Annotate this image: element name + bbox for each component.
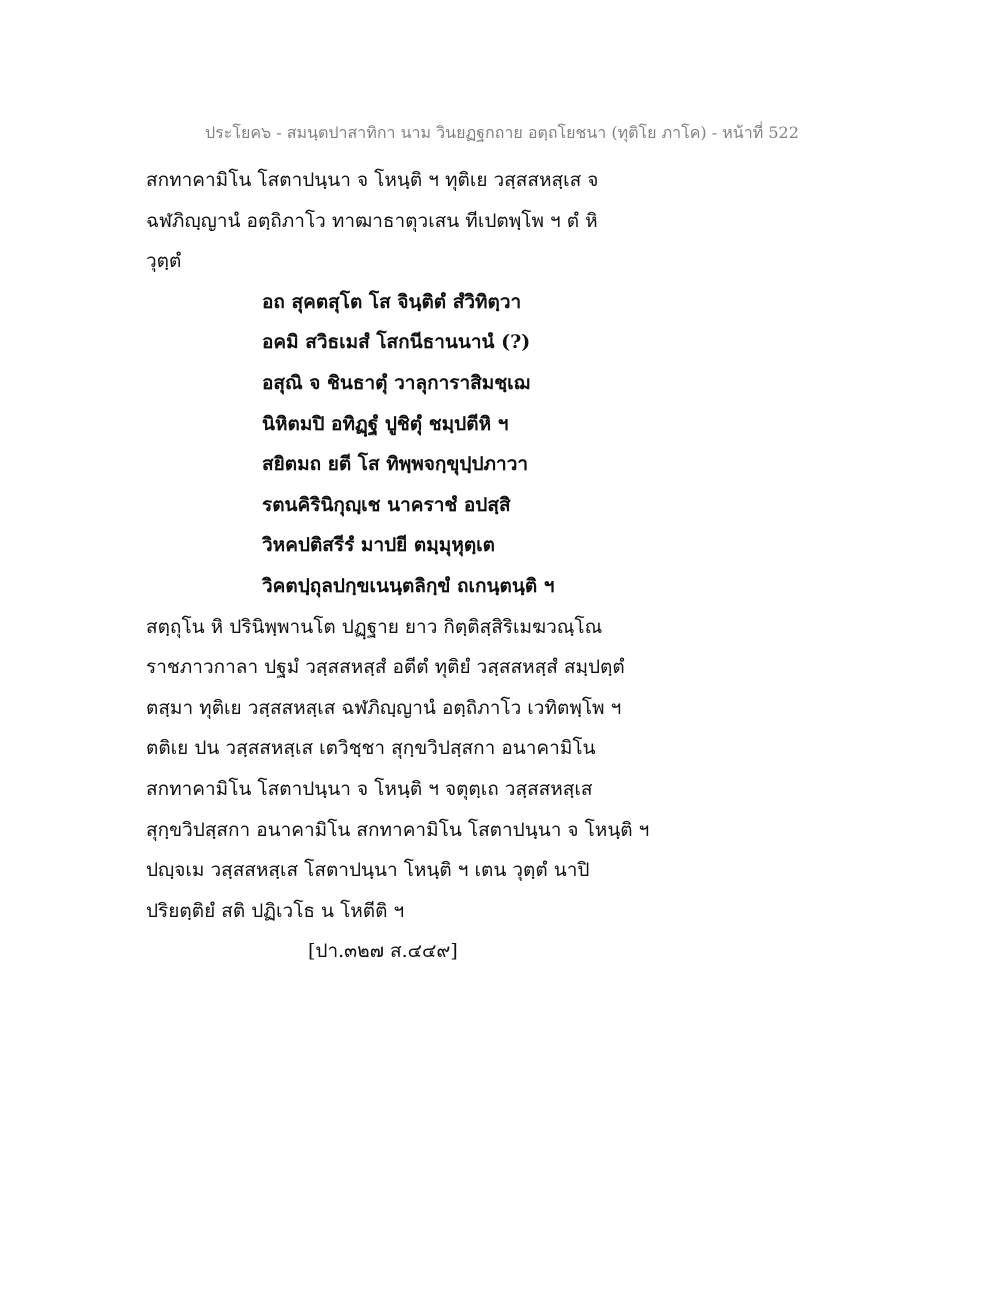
verse-line: วิคตปฺถุลปกฺขเนนฺตลิกฺขํ ถเกนฺตนฺติ ฯ: [262, 574, 555, 597]
verse-line: อสุณิ จ ชินธาตุํ วาลุการาสิมชฺเฌ: [262, 371, 530, 394]
document-body: [146, 160, 966, 972]
verse-line: นิหิตมปิ อทิฏฺฐํ ปูชิตุํ ชมฺปตีหิ ฯ: [262, 412, 509, 435]
verse-line: อคมิ สวิธเมสํ โสกนีธานนานํ (?): [262, 331, 531, 354]
intro-line: สกทาคามิโน โสตาปนฺนา จ โหนฺติ ฯ ทุติเย วสฺสสหสฺเส จ: [146, 169, 599, 191]
verse-line: วิหคปติสรีรํ มาปยี ตมฺมุหุตฺเต: [262, 534, 496, 557]
prose-line: ตสฺมา ทุติเย วสฺสสหสฺเส ฉฬภิญฺญานํ อตฺถิภาโว เวทิตพฺโพ ฯ: [146, 696, 622, 719]
prose-line: ตติเย ปน วสฺสสหสฺเส เตวิชฺชา สุกฺขวิปสฺสกา อนาคามิโน: [146, 737, 596, 760]
intro-line: วุตฺตํ: [146, 250, 182, 273]
prose-line: สตฺถุโน หิ ปรินิพฺพานโต ปฏฺฐาย ยาว กิตฺติสฺสิริเมฆวณฺโณ: [146, 615, 603, 638]
intro-line: ฉฬภิญฺญานํ อตฺถิภาโว ทาฒาธาตุวเสน ทีเปตพฺโพ ฯ ตํ หิ: [146, 209, 598, 232]
prose-line: สกทาคามิโน โสตาปนฺนา จ โหนฺติ ฯ จตุตฺเถ วสฺสสหสฺเส: [146, 777, 593, 800]
prose-line: ราชภาวกาลา ปฐมํ วสฺสสหสฺสํ อตีตํ ทุติยํ วสฺสสหสฺสํ สมฺปตฺตํ: [146, 656, 625, 679]
page-reference: [ปา.๓๒๗ ส.๔๔๙]: [308, 940, 458, 963]
prose-line: ปญฺจเม วสฺสสหสฺเส โสตาปนฺนา โหนฺติ ฯ เตน วุตฺตํ นาปิ: [146, 859, 590, 882]
prose-line: ปริยตฺติยํ สติ ปฏิเวโธ น โหตีติ ฯ: [146, 899, 405, 922]
prose-line: สุกฺขวิปสฺสกา อนาคามิโน สกทาคามิโน โสตาปนฺนา จ โหนฺติ ฯ: [146, 818, 650, 841]
verse-line: รตนคิรินิกุญฺเช นาคราชํ อปสฺสิ: [262, 493, 511, 516]
page-header: ประโยค๖ - สมนฺตปาสาทิกา นาม วินยฏฐกถาย อตฺถโยชนา (ทุติโย ภาโค) - หน้าที่ 522: [205, 123, 799, 142]
verse-line: อถ สุคตสุโต โส จินฺติตํ สํวิทิตฺวา: [262, 290, 522, 313]
verse-line: สยิตมถ ยตี โส ทิพฺพจกฺขุปฺปภาวา: [262, 453, 529, 476]
